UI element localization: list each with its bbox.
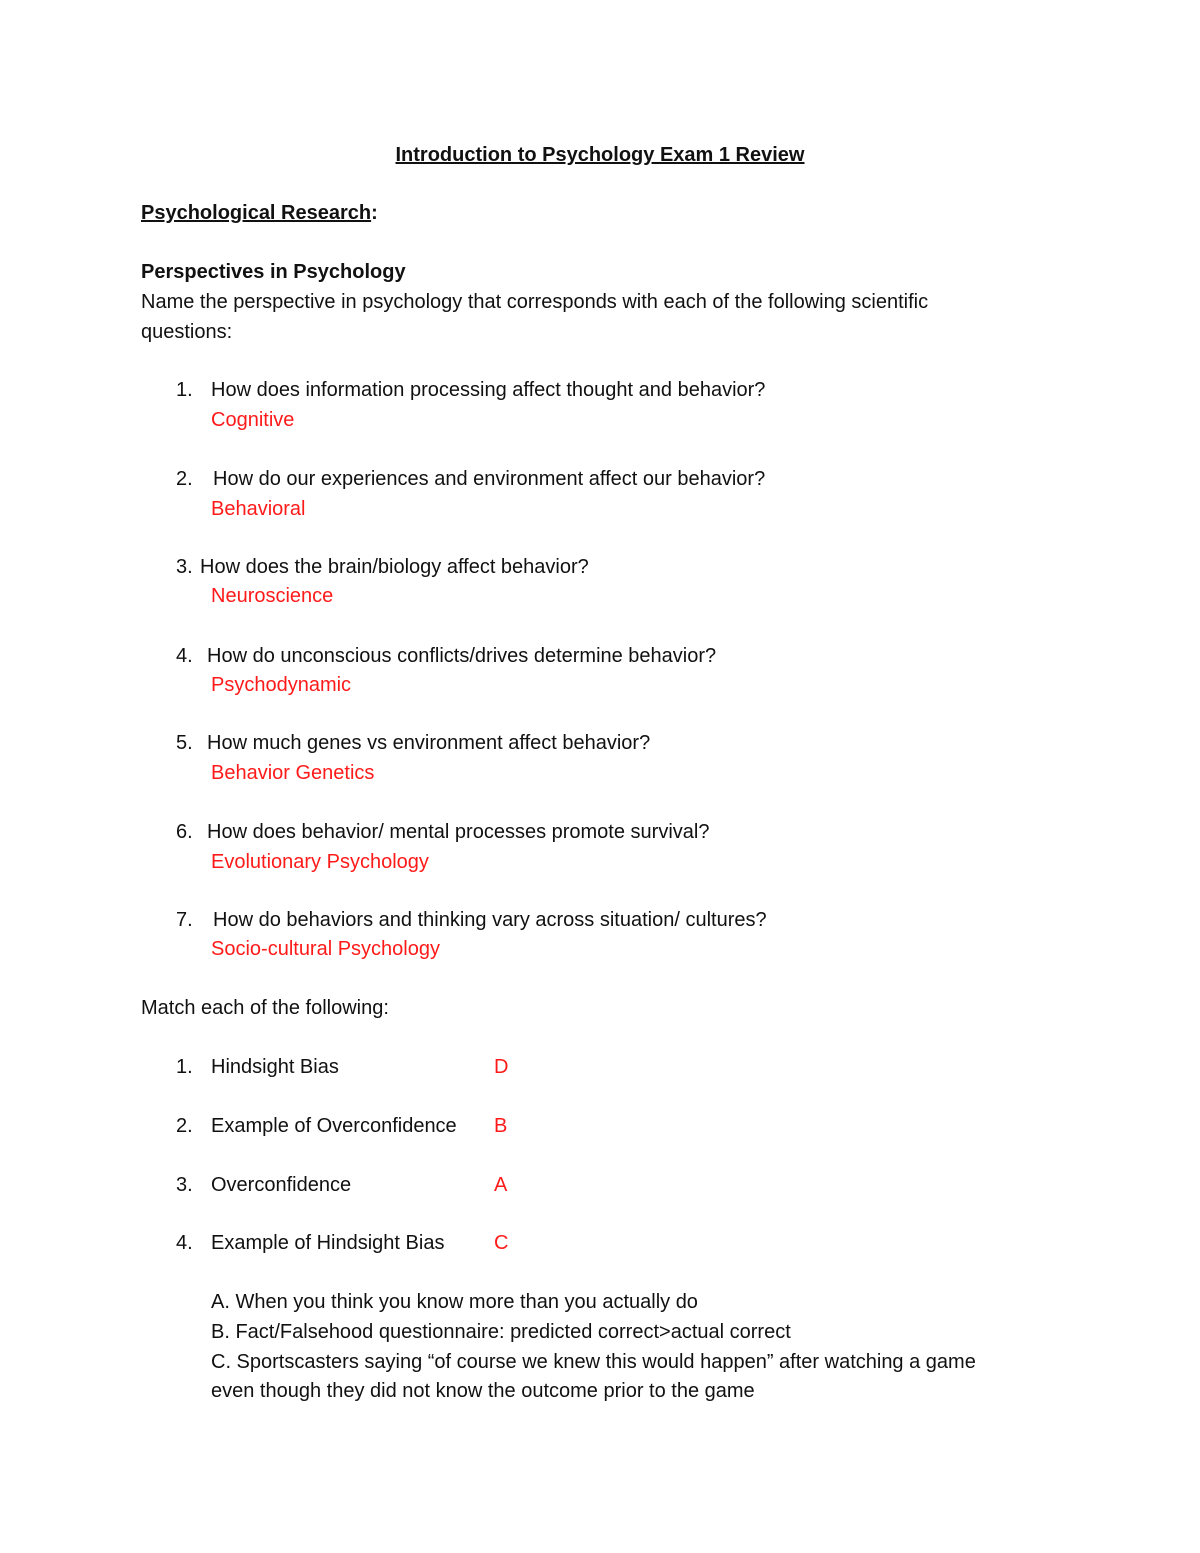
question-text: How do unconscious conflicts/drives determine behavior?: [207, 645, 717, 667]
perspectives-instructions-line1: Name the perspective in psychology that corresponds with each of the following scientific: [141, 291, 929, 313]
perspectives-heading: Perspectives in Psychology: [141, 261, 406, 283]
perspectives-instructions-line2: questions:: [141, 321, 233, 343]
answer-text: Behavioral: [211, 498, 306, 520]
question-text: How do our experiences and environment affect our behavior?: [213, 468, 766, 490]
answer-text: Behavior Genetics: [211, 762, 375, 784]
match-answer: D: [494, 1056, 509, 1078]
option-a: A. When you think you know more than you actually do: [211, 1291, 698, 1313]
question-text: How does information processing affect thought and behavior?: [211, 379, 766, 401]
question-number: 2.: [176, 468, 193, 490]
option-c-line1: C. Sportscasters saying “of course we knew this would happen” after watching a game: [211, 1351, 976, 1373]
section-heading: [141, 201, 378, 225]
section-heading-text: Psychological Research: [141, 202, 372, 224]
answer-text: Evolutionary Psychology: [211, 851, 429, 873]
matching-instructions: Match each of the following:: [141, 997, 389, 1019]
match-number: 2.: [176, 1115, 193, 1137]
match-number: 4.: [176, 1232, 193, 1254]
question-text: How much genes vs environment affect behavior?: [207, 732, 651, 754]
question-text: How do behaviors and thinking vary across situation/ cultures?: [213, 909, 767, 931]
question-number: 3.: [176, 556, 193, 578]
option-b: B. Fact/Falsehood questionnaire: predicted correct>actual correct: [211, 1321, 791, 1343]
option-c-line2: even though they did not know the outcome prior to the game: [211, 1380, 755, 1402]
question-number: 7.: [176, 909, 193, 931]
section-heading-colon: :: [371, 202, 378, 224]
match-term: Hindsight Bias: [211, 1056, 339, 1078]
match-term: Example of Overconfidence: [211, 1115, 457, 1137]
match-number: 3.: [176, 1174, 193, 1196]
question-text: How does behavior/ mental processes promote survival?: [207, 821, 710, 843]
match-answer: A: [494, 1174, 508, 1196]
match-answer: B: [494, 1115, 508, 1137]
page-title: Introduction to Psychology Exam 1 Review: [395, 144, 805, 166]
answer-text: Psychodynamic: [211, 674, 352, 696]
match-term: Overconfidence: [211, 1174, 352, 1196]
match-number: 1.: [176, 1056, 193, 1078]
answer-text: Cognitive: [211, 409, 295, 431]
question-number: 1.: [176, 379, 193, 401]
question-number: 5.: [176, 732, 193, 754]
question-number: 4.: [176, 645, 193, 667]
question-number: 6.: [176, 821, 193, 843]
answer-text: Neuroscience: [211, 585, 334, 607]
match-answer: C: [494, 1232, 509, 1254]
answer-text: Socio-cultural Psychology: [211, 938, 440, 960]
question-text: How does the brain/biology affect behavior?: [200, 556, 589, 578]
match-term: Example of Hindsight Bias: [211, 1232, 445, 1254]
